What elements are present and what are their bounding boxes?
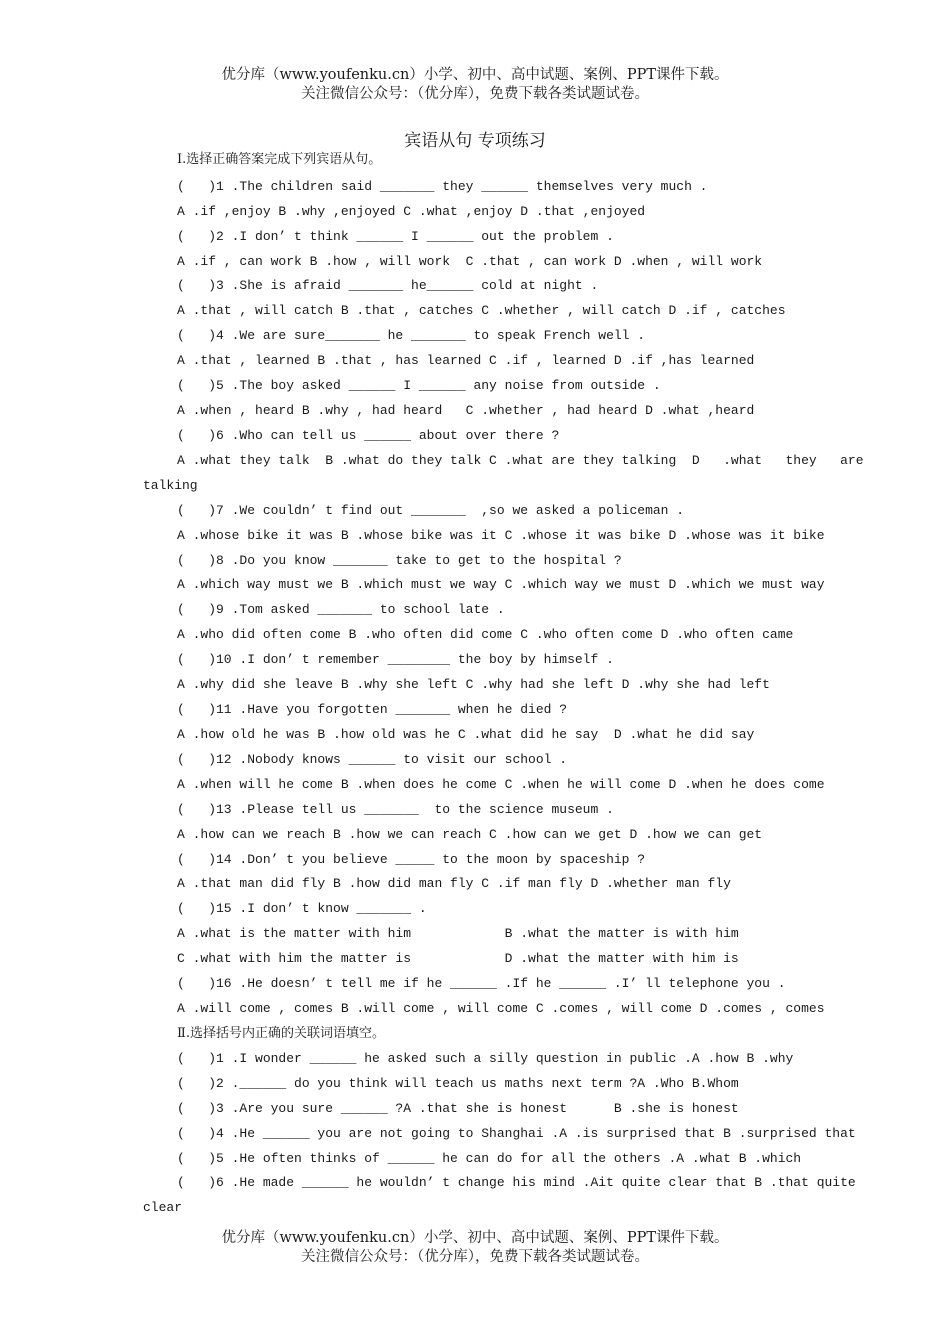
options-line: A .how old he was B .how old was he C .what did he say D .what he did say <box>177 727 755 742</box>
question-line: ( )2 .______ do you think will teach us maths next term ?A .Who B.Whom <box>177 1076 739 1091</box>
question-line: ( )10 .I don’ t remember ________ the boy by himself . <box>177 652 614 667</box>
question-line: ( )7 .We couldn’ t find out _______ ,so we asked a policeman . <box>177 503 685 518</box>
options-line: A .what they talk B .what do they talk C .what are they talking D .what they are <box>177 453 864 468</box>
options-line: A .that , learned B .that , has learned C .if , learned D .if ,has learned <box>177 353 755 368</box>
question-line: ( )14 .Don’ t you believe _____ to the moon by spaceship ? <box>177 852 646 867</box>
options-line-wrap: talking <box>143 478 198 493</box>
question-line: ( )1 .The children said _______ they ______ themselves very much . <box>177 179 708 194</box>
footer-line-2: 关注微信公众号：（优分库），免费下载各类试题试卷。 <box>301 1249 649 1265</box>
question-line: ( )15 .I don’ t know _______ . <box>177 901 427 916</box>
options-line: A .will come , comes B .will come , will come C .comes , will come D .comes , comes <box>177 1001 825 1016</box>
options-line: A .which way must we B .which must we way C .which way we must D .which we must way <box>177 577 825 592</box>
question-line: ( )3 .Are you sure ______ ?A .that she is honest B .she is honest <box>177 1101 739 1116</box>
question-line-wrap: clear <box>143 1200 183 1215</box>
question-line: ( )2 .I don’ t think ______ I ______ out the problem . <box>177 229 614 244</box>
question-line: ( )13 .Please tell us _______ to the science museum . <box>177 802 614 817</box>
options-line: A .how can we reach B .how we can reach C .how can we get D .how we can get <box>177 827 763 842</box>
options-line: A .what is the matter with him B .what the matter is with him <box>177 926 739 941</box>
question-line: ( )6 .Who can tell us ______ about over there ? <box>177 428 560 443</box>
question-line: ( )16 .He doesn’ t tell me if he ______ .If he ______ .I’ ll telephone you . <box>177 976 786 991</box>
question-line: ( )5 .The boy asked ______ I ______ any noise from outside . <box>177 378 661 393</box>
question-line: ( )8 .Do you know _______ take to get to the hospital ? <box>177 553 622 568</box>
options-line: A .when , heard B .why , had heard C .whether , had heard D .what ,heard <box>177 403 755 418</box>
question-line: ( )12 .Nobody knows ______ to visit our school . <box>177 752 568 767</box>
options-line: A .why did she leave B .why she left C .why had she left D .why she had left <box>177 677 770 692</box>
header-line-1: 优分库（www.youfenku.cn）小学、初中、高中试题、案例、PPT课件下载。 <box>221 67 729 83</box>
section-2-heading: Ⅱ.选择括号内正确的关联词语填空。 <box>177 1026 385 1041</box>
options-line: A .when will he come B .when does he come C .when he will come D .when he does come <box>177 777 825 792</box>
page-title: 宾语从句 专项练习 <box>404 131 546 151</box>
page-footer <box>0 1229 950 1267</box>
header-line-2: 关注微信公众号：（优分库），免费下载各类试题试卷。 <box>301 86 649 102</box>
question-line: ( )11 .Have you forgotten _______ when he died ? <box>177 702 568 717</box>
question-line: ( )4 .We are sure_______ he _______ to speak French well . <box>177 328 646 343</box>
question-line: ( )5 .He often thinks of ______ he can do for all the others .A .what B .which <box>177 1151 802 1166</box>
question-line: ( )6 .He made ______ he wouldn’ t change his mind .Ait quite clear that B .that quite <box>177 1175 856 1190</box>
section-1-heading: Ⅰ.选择正确答案完成下列宾语从句。 <box>177 152 382 167</box>
options-line: A .whose bike it was B .whose bike was it C .whose it was bike D .whose was it bike <box>177 528 825 543</box>
question-line: ( )4 .He ______ you are not going to Shanghai .A .is surprised that B .surprised that <box>177 1126 856 1141</box>
options-line: A .that , will catch B .that , catches C .whether , will catch D .if , catches <box>177 303 786 318</box>
options-line: A .who did often come B .who often did come C .who often come D .who often came <box>177 627 794 642</box>
options-line: A .if ,enjoy B .why ,enjoyed C .what ,enjoy D .that ,enjoyed <box>177 204 646 219</box>
options-line: C .what with him the matter is D .what the matter with him is <box>177 951 739 966</box>
options-line: A .that man did fly B .how did man fly C .if man fly D .whether man fly <box>177 876 731 891</box>
question-line: ( )3 .She is afraid _______ he______ cold at night . <box>177 278 599 293</box>
question-line: ( )9 .Tom asked _______ to school late . <box>177 602 505 617</box>
footer-line-1: 优分库（www.youfenku.cn）小学、初中、高中试题、案例、PPT课件下载。 <box>221 1230 729 1246</box>
options-line: A .if , can work B .how , will work C .that , can work D .when , will work <box>177 254 763 269</box>
question-line: ( )1 .I wonder ______ he asked such a silly question in public .A .how B .why <box>177 1051 794 1066</box>
page-header <box>0 66 950 104</box>
